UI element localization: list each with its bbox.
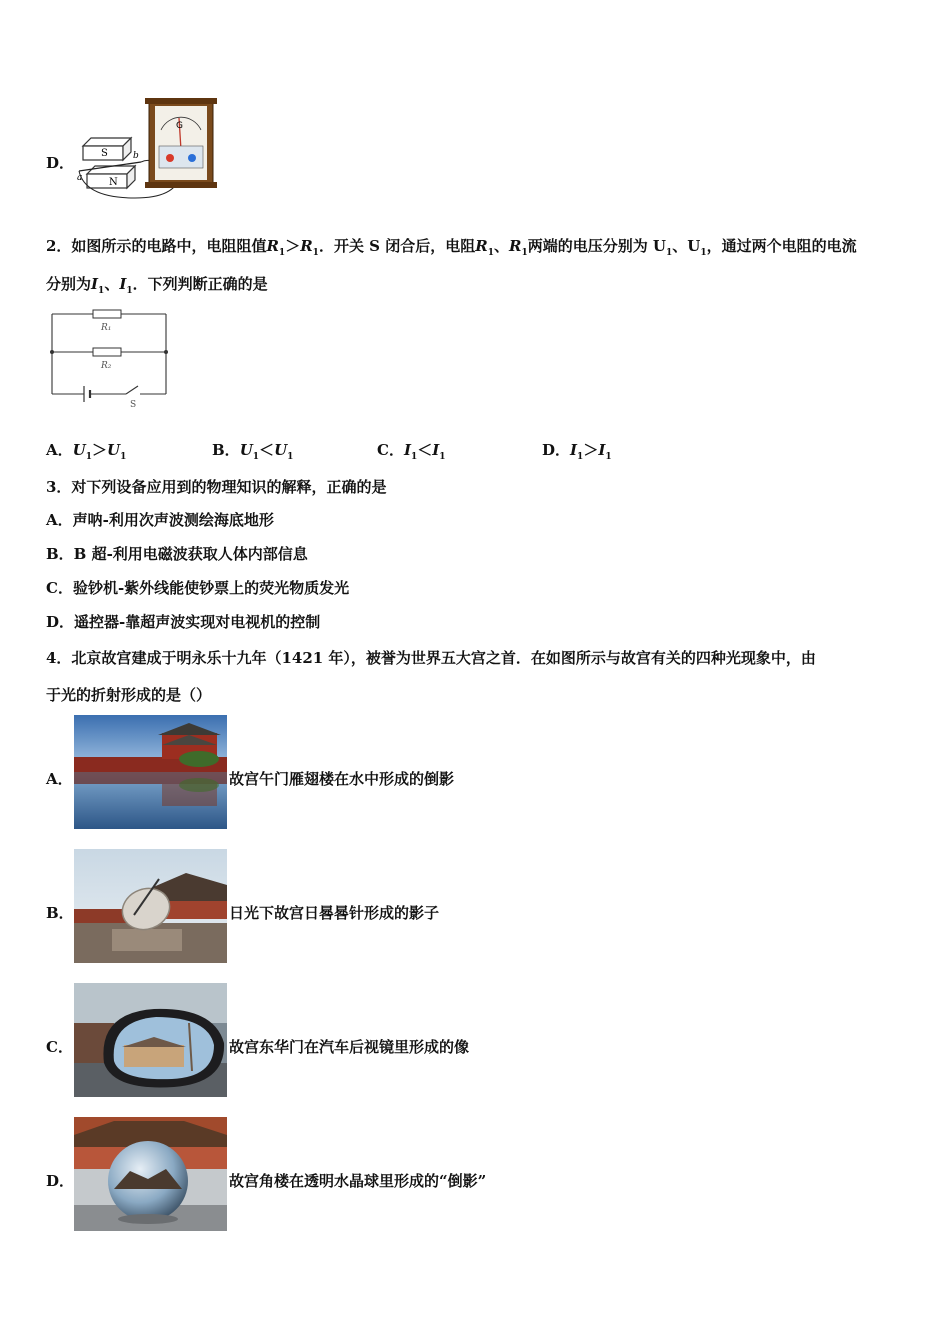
q2-stem-line2: 分别为$I_1$、$I_1$．下列判断正确的是: [46, 275, 268, 296]
q4-option-d-text: 故宫角楼在透明水晶球里形成的“倒影”: [229, 1172, 487, 1190]
q2-option-b: B．$U_1<U_1$: [212, 441, 294, 462]
q2-option-d: D．$I_1>I_1$: [542, 441, 612, 462]
q2-label-r2: R₂: [101, 361, 112, 371]
q1-gauge-g-label: G: [176, 121, 183, 131]
q4-option-a-text: 故宫午门雁翅楼在水中形成的倒影: [229, 770, 455, 788]
q1-magnet-n-label: N: [109, 177, 118, 188]
q4-option-b-photo: [74, 849, 227, 963]
q2-label-r1: R₁: [101, 323, 112, 333]
q4-stem-line1: 4．北京故宫建成于明永乐十九年（1421 年），被誉为世界五大宫之首．在如图所示与故宫有关的四种光现象中，由: [46, 649, 816, 667]
q3-stem: 3．对下列设备应用到的物理知识的解释，正确的是: [46, 478, 387, 496]
q2-label-switch: S: [130, 400, 137, 410]
q3-option-a: A．声呐-利用次声波测绘海底地形: [46, 511, 274, 529]
q1-label-a: a: [77, 173, 83, 183]
q4-option-a-photo: [74, 715, 227, 829]
q1-magnet-s-label: S: [101, 148, 108, 159]
q2-option-a: A．$U_1>U_1$: [46, 441, 127, 462]
q1-label-b: b: [133, 151, 139, 161]
q4-option-c-text: 故宫东华门在汽车后视镜里形成的像: [229, 1038, 470, 1056]
q4-option-c-photo: [74, 983, 227, 1097]
q2-circuit-diagram: [46, 306, 176, 412]
q4-option-b-text: 日光下故宫日晷晷针形成的影子: [229, 904, 440, 922]
q1-galvanometer-figure: [75, 98, 220, 202]
q2-stem-line1: 2．如图所示的电路中，电阻阻值$R_1>R_1$．开关 S 闭合后，电阻$R_1$、$R_1$两端的电压分别为 $U_1$、$U_1$，通过两个电阻的电流: [46, 237, 857, 258]
q4-stem-line2: 于光的折射形成的是（）: [46, 686, 212, 704]
q1-option-d-letter: D．: [46, 154, 75, 172]
q3-option-c: C．验钞机-紫外线能使钞票上的荧光物质发光: [46, 579, 350, 597]
q2-option-c: C．$I_1<I_1$: [377, 441, 446, 462]
q4-option-b-letter: B．: [46, 904, 74, 922]
q4-option-d-letter: D．: [46, 1172, 75, 1190]
q4-option-c-letter: C．: [46, 1038, 73, 1056]
q3-option-b: B．B 超-利用电磁波获取人体内部信息: [46, 545, 308, 563]
q3-option-d: D．遥控器-靠超声波实现对电视机的控制: [46, 613, 321, 631]
q4-option-d-photo: [74, 1117, 227, 1231]
q4-option-a-letter: A．: [46, 770, 73, 788]
